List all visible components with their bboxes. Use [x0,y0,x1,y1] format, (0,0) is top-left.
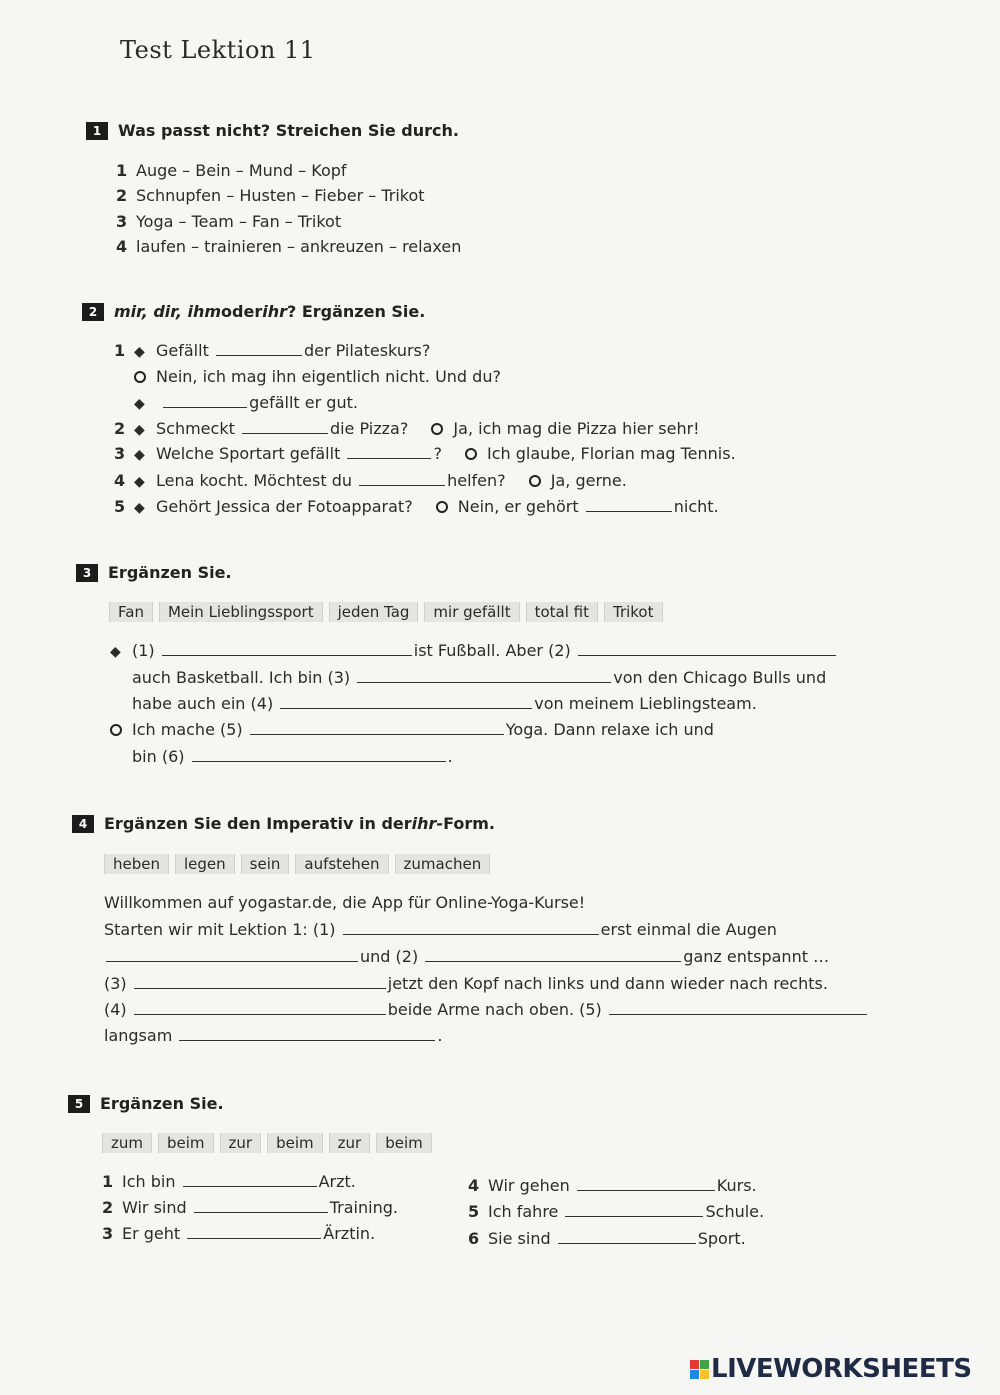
circle-icon [431,423,443,435]
word-chip: Fan [109,602,153,622]
word-chip: beim [158,1133,214,1153]
answer-blank[interactable] [183,1172,317,1187]
liveworksheets-logo[interactable] [690,1354,972,1384]
word-chip: legen [175,854,235,874]
section-3-heading [76,563,232,582]
answer-blank[interactable] [179,1026,435,1041]
circle-icon [134,371,146,383]
word-chip: Trikot [604,602,663,622]
answer-blank[interactable] [586,497,672,512]
dialog-line: 4 ◆ Lena kocht. Möchtest du helfen? Ja, gerne. [114,471,627,490]
answer-blank[interactable] [343,920,599,935]
answer-blank[interactable] [609,1000,867,1015]
word-chip: zur [220,1133,262,1153]
word-bank [102,1133,432,1153]
word-chip: zumachen [395,854,491,874]
dialog-line: 2 ◆ Schmeckt die Pizza? Ja, ich mag die Pizza hier sehr! [114,419,700,438]
answer-blank[interactable] [187,1224,321,1239]
answer-blank[interactable] [192,747,446,762]
dialog-line: 5 ◆ Gehört Jessica der Fotoapparat? Nein, er gehört nicht. [114,497,719,516]
section-number: 1 [86,122,108,140]
section-5-heading [68,1094,224,1113]
text-line: habe auch ein (4) von meinem Lieblingsteam. [132,694,757,713]
text-line: langsam . [104,1026,443,1045]
list-item: 5 Ich fahre Schule. [468,1202,765,1221]
answer-blank[interactable] [357,668,611,683]
section-instruction: Ergänzen Sie. [108,563,232,582]
word-chip: zum [102,1133,152,1153]
answer-blank[interactable] [359,471,445,486]
answer-blank[interactable] [194,1198,328,1213]
answer-blank[interactable] [577,1176,715,1191]
diamond-icon: ◆ [134,344,145,360]
diamond-icon: ◆ [134,500,145,516]
diamond-icon: ◆ [134,474,145,490]
text-line: und (2) ganz entspannt … [104,947,829,966]
section-instruction: Ergänzen Sie. [100,1094,224,1113]
word-chip: mir gefällt [424,602,519,622]
diamond-icon: ◆ [134,396,145,412]
word-chip: Mein Lieblingssport [159,602,323,622]
text-line: Ich mache (5) Yoga. Dann relaxe ich und [110,720,714,739]
word-bank [104,854,490,874]
list-item: 3 Er geht Ärztin. [102,1224,376,1243]
circle-icon [529,475,541,487]
text-line: (4) beide Arme nach oben. (5) [104,1000,869,1019]
word-chip: beim [376,1133,432,1153]
circle-icon [436,501,448,513]
answer-blank[interactable] [578,641,836,656]
text-line: Starten wir mit Lektion 1: (1) erst einmal die Augen [104,920,777,939]
section-number: 4 [72,815,94,833]
answer-blank[interactable] [242,419,328,434]
answer-blank[interactable] [134,974,386,989]
answer-blank[interactable] [106,947,358,962]
word-chip: zur [329,1133,371,1153]
diamond-icon: ◆ [110,644,121,660]
section-1-heading [86,121,459,140]
dialog-line: Nein, ich mag ihn eigentlich nicht. Und du? [134,367,501,386]
dialog-line: 3 ◆ Welche Sportart gefällt ? Ich glaube, Florian mag Tennis. [114,444,736,463]
brand-text: LIVEWORKSHEETS [711,1354,972,1384]
answer-blank[interactable] [425,947,681,962]
diamond-icon: ◆ [134,422,145,438]
text-line: (3) jetzt den Kopf nach links und dann wieder nach rechts. [104,974,828,993]
section-4-heading: 4 Ergänzen Sie den Imperativ in der ihr- Form. [72,814,495,833]
list-item: 6 Sie sind Sport. [468,1229,746,1248]
section-2-heading: 2 mir, dir, ihm oder ihr ? Ergänzen Sie. [82,302,425,321]
answer-blank[interactable] [558,1229,696,1244]
text-line: bin (6) . [132,747,453,766]
answer-blank[interactable] [250,720,504,735]
list-item: 1 Auge – Bein – Mund – Kopf [116,161,347,180]
list-item: 4 Wir gehen Kurs. [468,1176,757,1195]
text-line: Willkommen auf yogastar.de, die App für Online-Yoga-Kurse! [104,893,586,912]
list-item: 4 laufen – trainieren – ankreuzen – relaxen [116,237,462,256]
section-number: 3 [76,564,98,582]
circle-icon [465,448,477,460]
word-chip: beim [267,1133,323,1153]
list-item: 1 Ich bin Arzt. [102,1172,356,1191]
circle-icon [110,724,122,736]
answer-blank[interactable] [216,341,302,356]
section-instruction: Was passt nicht? Streichen Sie durch. [118,121,459,140]
page-title: Test Lektion 11 [120,36,316,64]
logo-grid-icon [690,1360,709,1379]
section-number: 5 [68,1095,90,1113]
dialog-line: 1 ◆ Gefällt der Pilateskurs? [114,341,431,360]
answer-blank[interactable] [134,1000,386,1015]
answer-blank[interactable] [280,694,532,709]
word-chip: aufstehen [295,854,388,874]
answer-blank[interactable] [565,1202,703,1217]
word-chip: total fit [526,602,598,622]
list-item: 2 Schnupfen – Husten – Fieber – Trikot [116,186,425,205]
text-line: auch Basketball. Ich bin (3) von den Chicago Bulls und [132,668,827,687]
word-bank [109,602,663,622]
answer-blank[interactable] [163,393,247,408]
answer-blank[interactable] [347,444,431,459]
text-line: ◆ (1) ist Fußball. Aber (2) [110,641,838,660]
section-number: 2 [82,303,104,321]
word-chip: heben [104,854,169,874]
list-item: 3 Yoga – Team – Fan – Trikot [116,212,342,231]
word-chip: sein [241,854,290,874]
list-item: 2 Wir sind Training. [102,1198,398,1217]
diamond-icon: ◆ [134,447,145,463]
word-chip: jeden Tag [329,602,419,622]
dialog-line: ◆ gefällt er gut. [134,393,358,412]
answer-blank[interactable] [162,641,412,656]
